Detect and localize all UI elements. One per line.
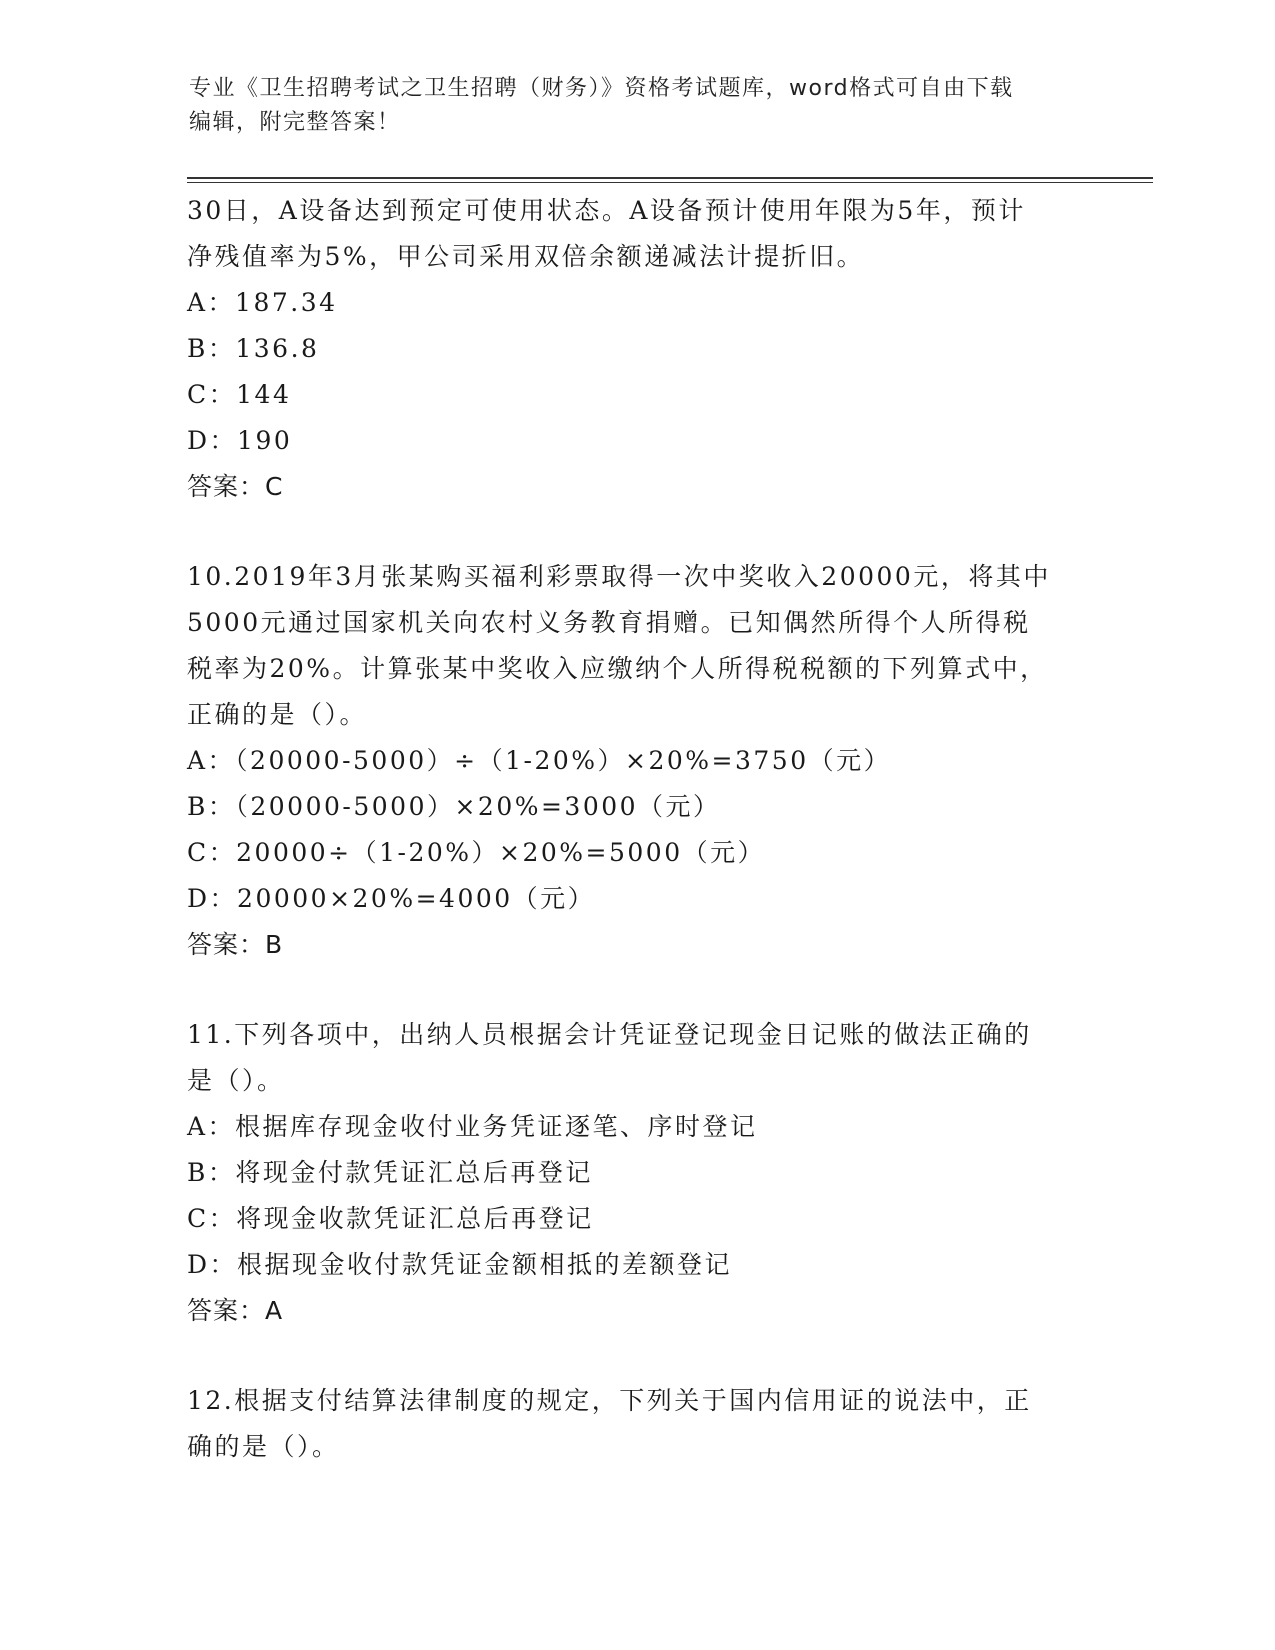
- answer-line: 答案：A: [187, 1296, 284, 1325]
- option-d: D：190: [187, 426, 293, 455]
- question-text-line: 正确的是（）。: [187, 700, 368, 729]
- question-continuation: [187, 188, 1087, 510]
- header-line-2: 编辑，附完整答案！: [189, 110, 401, 135]
- question-text-line: 11.下列各项中，出纳人员根据会计凭证登记现金日记账的做法正确的: [187, 1020, 1032, 1049]
- document-body: [187, 188, 1087, 1470]
- question-text-line: 30日，A设备达到预定可使用状态。A设备预计使用年限为5年，预计: [187, 196, 1026, 225]
- header-divider-thin: [187, 182, 1153, 183]
- question-text-line: 净残值率为5%，甲公司采用双倍余额递减法计提折旧。: [187, 242, 865, 271]
- option-c: C：将现金收款凭证汇总后再登记: [187, 1204, 594, 1233]
- spacer: [187, 968, 1087, 1012]
- question-text-line: 确的是（）。: [187, 1432, 340, 1461]
- option-a: A：根据库存现金收付业务凭证逐笔、序时登记: [187, 1112, 758, 1141]
- question-text-line: 税率为20%。计算张某中奖收入应缴纳个人所得税税额的下列算式中，: [187, 654, 1048, 683]
- option-a: A：187.34: [187, 288, 338, 317]
- question-11: [187, 1012, 1087, 1334]
- spacer: [187, 510, 1087, 554]
- question-text-line: 10.2019年3月张某购买福利彩票取得一次中奖收入20000元，将其中: [187, 562, 1051, 591]
- question-text-line: 是（）。: [187, 1066, 285, 1095]
- spacer: [187, 1334, 1087, 1378]
- option-c: C：144: [187, 380, 292, 409]
- option-d: D：20000×20%=4000（元）: [187, 884, 596, 913]
- question-12: [187, 1378, 1087, 1470]
- page-header: [189, 72, 1089, 140]
- header-divider-thick: [187, 177, 1153, 179]
- answer-line: 答案：B: [187, 930, 284, 959]
- question-text-line: 5000元通过国家机关向农村义务教育捐赠。已知偶然所得个人所得税: [187, 608, 1031, 637]
- header-line-1: 专业《卫生招聘考试之卫生招聘（财务）》资格考试题库，word格式可自由下载: [189, 76, 1014, 101]
- option-a: A：（20000-5000）÷（1-20%）×20%=3750（元）: [187, 746, 892, 775]
- option-b: B：将现金付款凭证汇总后再登记: [187, 1158, 593, 1187]
- question-text-line: 12.根据支付结算法律制度的规定，下列关于国内信用证的说法中，正: [187, 1386, 1032, 1415]
- option-b: B：（20000-5000）×20%=3000（元）: [187, 792, 721, 821]
- question-10: [187, 554, 1087, 968]
- option-d: D：根据现金收付款凭证金额相抵的差额登记: [187, 1250, 733, 1279]
- option-b: B：136.8: [187, 334, 320, 363]
- option-c: C：20000÷（1-20%）×20%=5000（元）: [187, 838, 766, 867]
- answer-line: 答案：C: [187, 472, 284, 501]
